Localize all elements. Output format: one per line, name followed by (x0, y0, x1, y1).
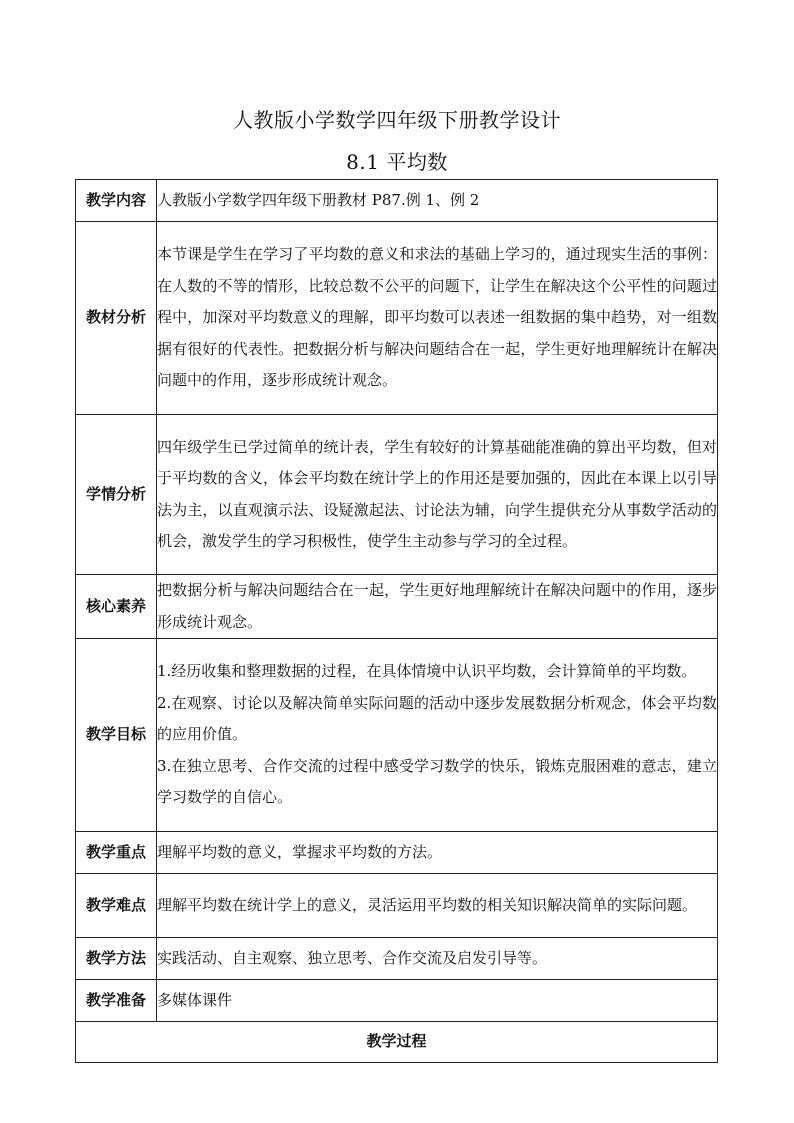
row-content (157, 415, 718, 575)
table-row-material-analysis (76, 222, 718, 415)
table-row-methods (76, 938, 718, 980)
row-label: 教学重点 (76, 832, 157, 874)
row-label: 教材分析 (76, 222, 157, 415)
row-label: 核心素养 (76, 575, 157, 639)
row-paragraph: 理解平均数的意义，掌握求平均数的方法。 (157, 842, 443, 861)
row-paragraph: 本节课是学生在学习了平均数的意义和求法的基础上学习的，通过现实生活的事例：在人数的不等的情形，比较总数不公平的问题下，让学生在解决这个公平性的问题过程中，加深对平均数意义的理解，即平均数可以表述一组数据的集中趋势，对一组数据有很好的代表性。把数据分析与解决问题结合在一起，学生更好地理解统计在解决问题中的作用，逐步形成统计观念。 (157, 245, 717, 390)
row-content (157, 180, 718, 222)
row-paragraph: 1.经历收集和整理数据的过程，在具体情境中认识平均数，会计算简单的平均数。 (157, 662, 697, 681)
row-content (157, 874, 718, 938)
row-content (157, 980, 718, 1022)
row-label: 教学准备 (76, 980, 157, 1022)
table-row-objectives (76, 639, 718, 832)
table-row-process-header (76, 1022, 718, 1063)
row-paragraph: 2.在观察、讨论以及解决简单实际问题的活动中逐步发展数据分析观念，体会平均数的应用价值。 (157, 693, 717, 744)
table-row-core-literacy (76, 575, 718, 639)
row-content (157, 222, 718, 415)
table-row-preparation (76, 980, 718, 1022)
row-paragraph: 多媒体课件 (157, 990, 233, 1009)
row-label: 学情分析 (76, 415, 157, 575)
row-label: 教学难点 (76, 874, 157, 938)
row-label: 教学内容 (76, 180, 157, 222)
row-paragraph: 把数据分析与解决问题结合在一起，学生更好地理解统计在解决问题中的作用，逐步形成统计观念。 (157, 581, 717, 631)
table-row-content (76, 180, 718, 222)
row-content (157, 639, 718, 832)
document-title: 人教版小学数学四年级下册教学设计 (233, 108, 561, 132)
row-label: 教学方法 (76, 938, 157, 980)
row-content (157, 832, 718, 874)
process-header: 教学过程 (76, 1022, 718, 1063)
row-content (157, 938, 718, 980)
table-row-key-points (76, 832, 718, 874)
row-paragraph: 人教版小学数学四年级下册教材 P87.例 1、例 2 (157, 190, 480, 209)
row-paragraph: 实践活动、自主观察、独立思考、合作交流及启发引导等。 (157, 948, 548, 967)
row-content (157, 575, 718, 639)
row-paragraph: 四年级学生已学过简单的统计表，学生有较好的计算基础能准确的算出平均数，但对于平均数的含义，体会平均数在统计学上的作用还是要加强的，因此在本课上以引导法为主，以直观演示法、设疑激起法、讨论法为辅，向学生提供充分从事数学活动的机会，激发学生的学习积极性，使学生主动参与学习的全过程。 (157, 437, 717, 550)
row-paragraph: 理解平均数在统计学上的意义，灵活运用平均数的相关知识解决简单的实际问题。 (157, 895, 698, 914)
document-subtitle: 8.1 平均数 (346, 150, 448, 174)
row-label: 教学目标 (76, 639, 157, 832)
table-row-difficulties (76, 874, 718, 938)
lesson-plan-table (75, 179, 718, 1063)
table-row-student-analysis (76, 415, 718, 575)
row-paragraph: 3.在独立思考、合作交流的过程中感受学习数学的快乐，锻炼克服困难的意志，建立学习数学的自信心。 (157, 756, 717, 807)
